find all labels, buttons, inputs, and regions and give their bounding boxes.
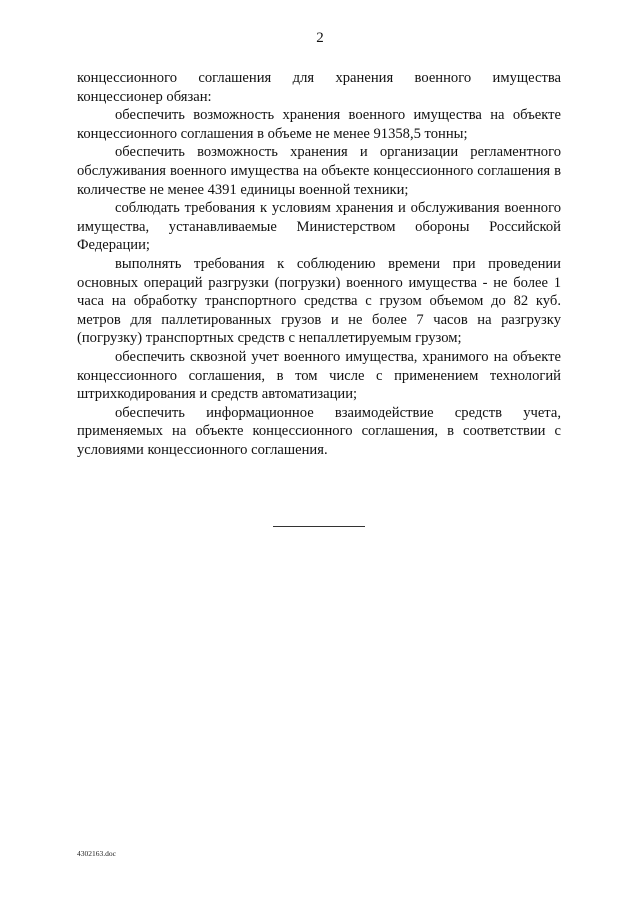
footer-filename: 4302163.doc <box>77 849 116 858</box>
document-body <box>77 69 561 459</box>
paragraph-unloading-time: выполнять требования к соблюдению времени при проведении основных операций разгрузки (погрузки) военного имущества - не более 1 часа на обработку транспортного средства с грузом объемом до 82 куб. метров для паллетированных грузов и не более 7 часов на разгрузку (погрузку) транспортных средств с непаллетируемым грузом; <box>77 255 561 347</box>
paragraph-accounting: обеспечить сквозной учет военного имущества, хранимого на объекте концессионного соглашения, в том числе с применением технологий штрихкодирования и средств автоматизации; <box>77 348 561 403</box>
paragraph-storage-requirements: соблюдать требования к условиям хранения и обслуживания военного имущества, устанавливаемые Министерством обороны Российской Федерации; <box>77 200 561 254</box>
paragraph-information-interaction: обеспечить информационное взаимодействие средств учета, применяемых на объекте концессионного соглашения, в соответствии с условиями концессионного соглашения. <box>77 404 561 458</box>
paragraph-continuation: концессионного соглашения для хранения военного имущества концессионер обязан: <box>77 70 561 105</box>
paragraph-maintenance-capacity: обеспечить возможность хранения и организации регламентного обслуживания военного имущества на объекте концессионного соглашения в количестве не менее 4391 единицы военной техники; <box>77 144 561 198</box>
page-number: 2 <box>316 30 324 46</box>
paragraph-storage-capacity: обеспечить возможность хранения военного имущества на объекте концессионного соглашения в объеме не менее 91358,5 тонны; <box>77 107 561 142</box>
end-separator-line <box>273 526 365 527</box>
